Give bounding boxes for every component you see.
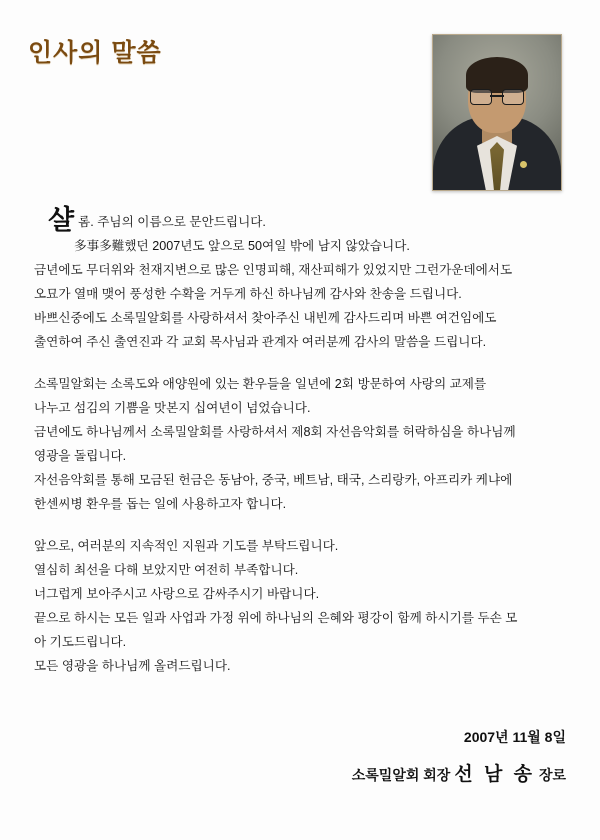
line-text: 아 기도드립니다. (34, 635, 127, 649)
signature-block (352, 727, 566, 786)
line-text: 앞으로, 여러분의 지속적인 지원과 기도를 부탁드립니다. (34, 539, 339, 553)
dropcap-letter: 샬 (48, 205, 75, 235)
paragraph-1 (34, 205, 566, 354)
line-text: 영광을 돌립니다. (34, 449, 127, 463)
signature-name: 선 남 송 (454, 764, 535, 785)
greeting-portrait-photo (432, 34, 562, 191)
signature-suffix: 장로 (538, 767, 566, 783)
line-text: 바쁘신중에도 소록밀알회를 사랑하셔서 찾아주신 내빈께 감사드리며 바쁜 여건임에도 (34, 311, 497, 325)
signature-organization: 소록밀알회 회장 (351, 767, 451, 783)
line-text: 多事多難했던 2007년도 앞으로 50여일 밖에 남지 않았습니다. (74, 239, 410, 253)
line-text: 오묘가 열매 맺어 풍성한 수확을 거두게 하신 하나님께 감사와 찬송을 드립니다. (34, 287, 462, 301)
signature-name-row (352, 759, 566, 786)
line-text: 소록밀알회는 소록도와 애양원에 있는 환우들을 일년에 2회 방문하여 사랑의 교제를 (34, 377, 487, 391)
portrait-lapel-badge (520, 161, 527, 168)
page-title: 인사의 말씀 (28, 39, 162, 67)
title-block (28, 38, 408, 68)
line-text: 롬. 주님의 이름으로 문안드립니다. (78, 215, 266, 229)
line-text: 끝으로 하시는 모든 일과 사업과 가정 위에 하나님의 은혜와 평강이 함께 하시기를 두손 모 (34, 611, 518, 625)
line-text: 자선음악회를 통해 모금된 헌금은 동남아, 중국, 베트남, 태국, 스리랑카, 아프리카 케냐에 (34, 473, 513, 487)
paragraph-3 (34, 534, 566, 678)
portrait-glasses-icon (469, 89, 525, 103)
line-text: 한센씨병 환우를 돕는 일에 사용하고자 합니다. (34, 497, 287, 511)
line-text: 금년에도 하나님께서 소록밀알회를 사랑하셔서 제8회 자선음악회를 허락하심을 하나님께 (34, 425, 516, 439)
line-text: 너그럽게 보아주시고 사랑으로 감싸주시기 바랍니다. (34, 587, 320, 601)
portrait-hair (466, 57, 528, 93)
paragraph-2 (34, 372, 566, 516)
paragraph-1-first-line (34, 205, 566, 234)
line-text: 모든 영광을 하나님께 올려드립니다. (34, 659, 231, 673)
line-text: 출연하여 주신 출연진과 각 교회 목사님과 관계자 여러분께 감사의 말씀을 드립니다. (34, 335, 487, 349)
line-text: 금년에도 무더위와 천재지변으로 많은 인명피해, 재산피해가 있었지만 그런가운데에서도 (34, 263, 513, 277)
signature-date: 2007년 11월 8일 (463, 729, 566, 745)
line-text: 나누고 섬김의 기쁨을 맛본지 십여년이 넘었습니다. (34, 401, 311, 415)
line-text: 열심히 최선을 다해 보았지만 여전히 부족합니다. (34, 563, 299, 577)
letter-body (34, 205, 566, 678)
